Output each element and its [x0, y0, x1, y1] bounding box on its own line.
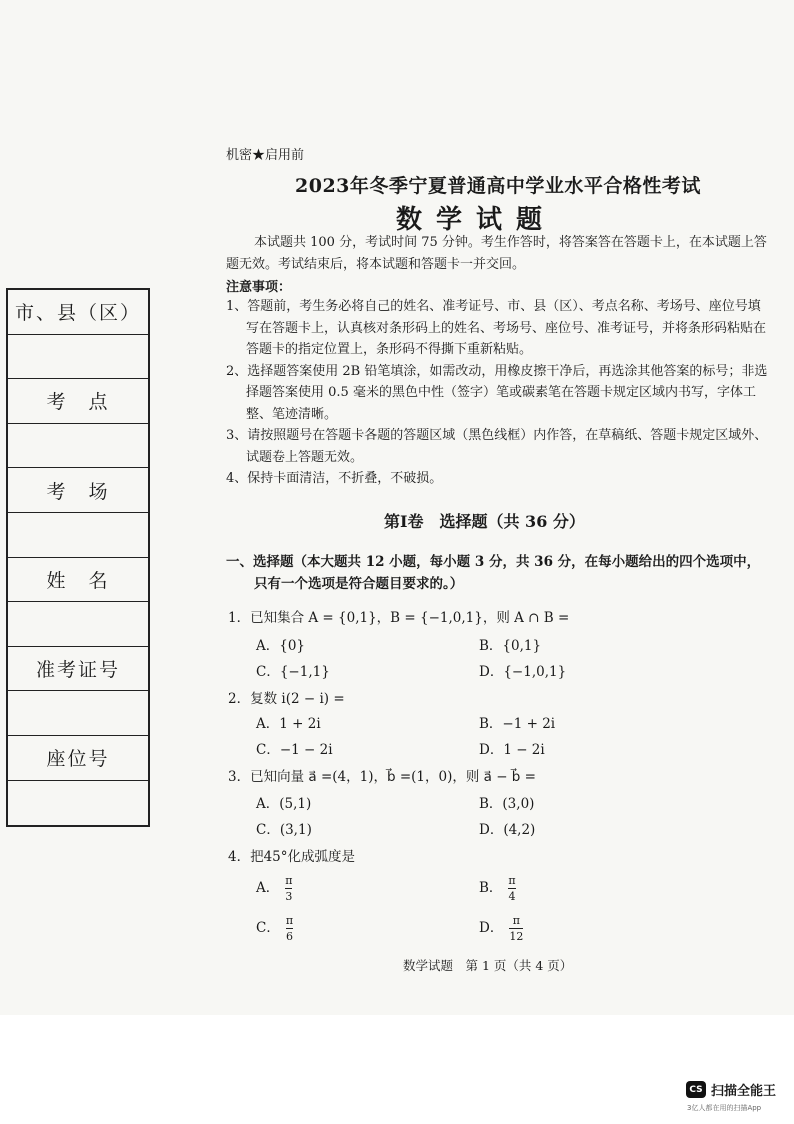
section-title: 第Ⅰ卷 选择题（共 36 分） [384, 512, 585, 531]
question-1-option-a: A．{0} [256, 638, 306, 654]
question-3-option-d: D．(4,2) [479, 822, 536, 838]
question-4-option-d [479, 913, 523, 944]
question-1-option-b: B．{0,1} [479, 638, 542, 654]
intro-paragraph: 本试题共 100 分，考试时间 75 分钟。考生作答时，将答案答在答题卡上，在本试题上答题无效。考试结束后，将本试题和答题卡一并交回。 [226, 235, 767, 272]
question-3-option-a: A．(5,1) [256, 796, 312, 812]
label-test-room: 考 场 [8, 468, 148, 513]
blank-admission-number [8, 691, 148, 736]
question-3-stem: 3．已知向量 a⃗ =(4，1)，b⃗ =(1，0)，则 a⃗ − b⃗ = [228, 769, 536, 785]
fraction [509, 913, 523, 944]
page-footer: 数学试题 第 1 页（共 4 页） [403, 958, 573, 973]
confidential-mark: 机密★启用前 [226, 148, 305, 163]
question-1-stem: 1．已知集合 A = {0,1}，B = {−1,0,1}，则 A ∩ B = [228, 610, 570, 626]
label-admission-number: 准考证号 [8, 647, 148, 692]
note-item: 1、答题前，考生务必将自己的姓名、准考证号、市、县（区）、考点名称、考场号、座位号填写在答题卡上，认真核对条形码上的姓名、考场号、座位号、准考证号，并将条形码粘贴在答题卡的指定位置上，条形码不得撕下重新粘贴。 [226, 299, 767, 357]
scanner-app-slogan: 3亿人都在用的扫描App [687, 1104, 762, 1112]
blank-city-county [8, 335, 148, 380]
note-item: 3、请按照题号在答题卡各题的答题区域（黑色线框）内作答，在草稿纸、答题卡规定区域外、试题卷上答题无效。 [226, 428, 768, 465]
blank-name [8, 602, 148, 647]
option-letter: A． [256, 880, 280, 896]
notes-list [226, 296, 771, 490]
denominator: 6 [285, 930, 293, 943]
blank-seat-number [8, 781, 148, 826]
numerator: π [512, 914, 520, 927]
blank-test-center [8, 424, 148, 469]
fraction [285, 873, 292, 904]
label-name: 姓 名 [8, 558, 148, 603]
scanner-app-name: 扫描全能王 [711, 1084, 777, 1099]
question-2-option-d: D．1 − 2i [479, 742, 545, 758]
camscanner-logo-icon: CS [686, 1081, 706, 1098]
label-seat-number: 座位号 [8, 736, 148, 781]
option-letter: B． [479, 880, 503, 896]
question-2-option-b: B．−1 + 2i [479, 716, 556, 732]
question-2-stem: 2．复数 i(2 − i) = [228, 691, 345, 707]
fraction [508, 873, 515, 904]
blank-test-room [8, 513, 148, 558]
part-heading [226, 552, 771, 595]
numerator: π [285, 914, 294, 927]
option-letter: C． [256, 920, 280, 936]
question-3-option-c: C．(3,1) [256, 822, 312, 838]
candidate-info-table [6, 288, 150, 827]
label-city-county: 市、县（区） [8, 290, 148, 335]
question-3-option-b: B．(3,0) [479, 796, 535, 812]
subject-title: 数学试题 [396, 205, 557, 235]
numerator: π [508, 874, 516, 887]
note-item: 4、保持卡面清洁，不折叠，不破损。 [226, 471, 443, 486]
question-4-option-b [479, 873, 516, 904]
question-1-option-c: C．{−1,1} [256, 664, 330, 680]
option-letter: D． [479, 920, 504, 936]
denominator: 4 [508, 890, 516, 903]
denominator: 12 [509, 930, 524, 943]
exam-title: 2023年冬季宁夏普通高中学业水平合格性考试 [295, 175, 701, 197]
question-4-stem: 4．把45°化成弧度是 [228, 849, 356, 865]
note-item: 2、选择题答案使用 2B 铅笔填涂，如需改动，用橡皮擦干净后，再选涂其他答案的标号；非选择题答案使用 0.5 毫米的黑色中性（签字）笔或碳素笔在答题卡规定区域内书写，字体工整、笔迹清晰。 [226, 363, 768, 422]
part-heading-line2: 只有一个选项是符合题目要求的。） [254, 575, 464, 592]
fraction [286, 913, 293, 944]
label-test-center: 考 点 [8, 379, 148, 424]
part-heading-line1: 一、选择题（本大题共 12 小题，每小题 3 分，共 36 分，在每小题给出的四个选项中， [226, 554, 761, 570]
notes-heading: 注意事项： [226, 280, 292, 295]
question-2-option-c: C．−1 − 2i [256, 742, 333, 758]
question-4-option-a [256, 873, 292, 904]
numerator: π [285, 874, 293, 887]
denominator: 3 [285, 890, 293, 903]
question-2-option-a: A．1 + 2i [256, 716, 321, 732]
question-1-option-d: D．{−1,0,1} [479, 664, 567, 680]
question-4-option-c [256, 913, 293, 944]
